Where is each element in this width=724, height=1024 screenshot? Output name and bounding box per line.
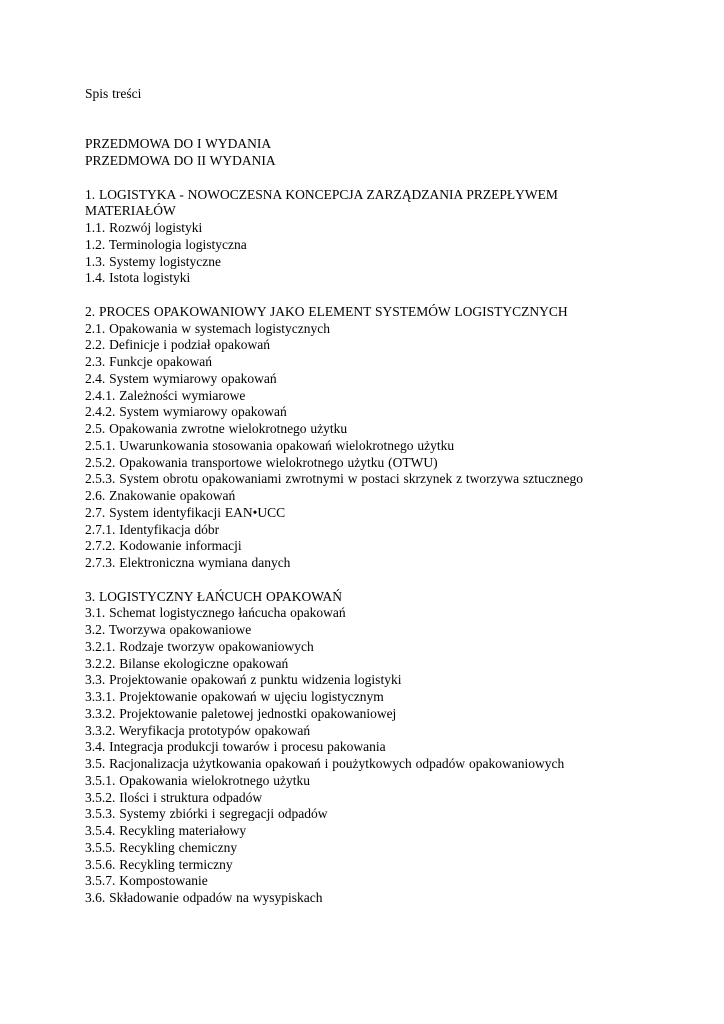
chapter-list xyxy=(85,170,630,907)
toc-entry: 2.7.1. Identyfikacja dóbr xyxy=(85,521,220,537)
toc-entry: 3.2.1. Rodzaje tworzyw opakowaniowych xyxy=(85,638,314,654)
toc-entry: 1.1. Rozwój logistyki xyxy=(85,220,203,235)
chapter-heading: 2. PROCES OPAKOWANIOWY JAKO ELEMENT SYSTEMÓW LOGISTYCZNYCH xyxy=(85,303,568,319)
toc-entry: 2.1. Opakowania w systemach logistycznych xyxy=(85,320,330,336)
toc-entry: 2.5.2. Opakowania transportowe wielokrotnego użytku (OTWU) xyxy=(85,454,438,470)
toc-entry: 3.6. Składowanie odpadów na wysypiskach xyxy=(85,890,323,905)
toc-entry: 3.5.2. Ilości i struktura odpadów xyxy=(85,789,263,805)
toc-entry: 2.7. System identyfikacji EAN•UCC xyxy=(85,504,286,520)
toc-content xyxy=(85,86,630,907)
toc-entry: 3.5. Racjonalizacja użytkowania opakowań i poużytkowych odpadów opakowaniowych xyxy=(85,756,565,771)
toc-entry: 1.3. Systemy logistyczne xyxy=(85,253,221,269)
toc-entry: 3.5.4. Recykling materiałowy xyxy=(85,823,247,838)
toc-entry: 3.2.2. Bilanse ekologiczne opakowań xyxy=(85,655,289,671)
page-title: Spis treści xyxy=(85,86,142,101)
chapter-heading: 3. LOGISTYCZNY ŁAŃCUCH OPAKOWAŃ xyxy=(85,588,343,604)
toc-entry: 3.2. Tworzywa opakowaniowe xyxy=(85,622,252,637)
toc-entry: 3.3.2. Projektowanie paletowej jednostki opakowaniowej xyxy=(85,705,397,721)
blank-line xyxy=(85,287,630,304)
toc-entry: 2.3. Funkcje opakowań xyxy=(85,354,212,369)
toc-entry: 2.5. Opakowania zwrotne wielokrotnego użytku xyxy=(85,421,348,436)
toc-entry: 3.5.1. Opakowania wielokrotnego użytku xyxy=(85,772,310,788)
toc-entry: 2.2. Definicje i podział opakowań xyxy=(85,337,270,353)
blank-line xyxy=(85,170,630,187)
blank-line xyxy=(85,120,630,137)
toc-entry: 2.4.1. Zależności wymiarowe xyxy=(85,387,246,403)
toc-entry: 3.3.2. Weryfikacja prototypów opakowań xyxy=(85,722,311,738)
toc-entry: 2.6. Znakowanie opakowań xyxy=(85,488,236,503)
toc-entry: 1.2. Terminologia logistyczna xyxy=(85,236,247,252)
blank-line xyxy=(85,103,630,120)
front-matter-entry: PRZEDMOWA DO I WYDANIA xyxy=(85,136,272,152)
toc-entry: 2.4.2. System wymiarowy opakowań xyxy=(85,404,287,420)
toc-entry: 3.5.6. Recykling termiczny xyxy=(85,856,233,872)
toc-entry: 2.4. System wymiarowy opakowań xyxy=(85,370,277,386)
toc-entry: 2.5.3. System obrotu opakowaniami zwrotnymi w postaci skrzynek z tworzywa sztucznego xyxy=(85,471,584,487)
toc-entry: 1.4. Istota logistyki xyxy=(85,270,191,286)
blank-line xyxy=(85,572,630,589)
toc-entry: 3.3.1. Projektowanie opakowań w ujęciu logistycznym xyxy=(85,689,384,704)
toc-entry: 2.5.1. Uwarunkowania stosowania opakowań wielokrotnego użytku xyxy=(85,437,455,453)
toc-entry: 3.3. Projektowanie opakowań z punktu widzenia logistyki xyxy=(85,672,402,688)
toc-entry: 3.5.7. Kompostowanie xyxy=(85,873,208,889)
toc-entry: 3.5.5. Recykling chemiczny xyxy=(85,839,238,855)
toc-entry: 2.7.2. Kodowanie informacji xyxy=(85,538,242,554)
toc-entry: 2.7.3. Elektroniczna wymiana danych xyxy=(85,555,291,570)
front-matter-entry: PRZEDMOWA DO II WYDANIA xyxy=(85,153,276,168)
toc-entry: 3.4. Integracja produkcji towarów i procesu pakowania xyxy=(85,739,386,755)
front-matter xyxy=(85,136,630,170)
chapter-heading: 1. LOGISTYKA - NOWOCZESNA KONCEPCJA ZARZĄDZANIA PRZEPŁYWEM MATERIAŁÓW xyxy=(85,186,558,219)
toc-entry: 3.1. Schemat logistycznego łańcucha opakowań xyxy=(85,605,346,621)
toc-entry: 3.5.3. Systemy zbiórki i segregacji odpadów xyxy=(85,806,328,822)
